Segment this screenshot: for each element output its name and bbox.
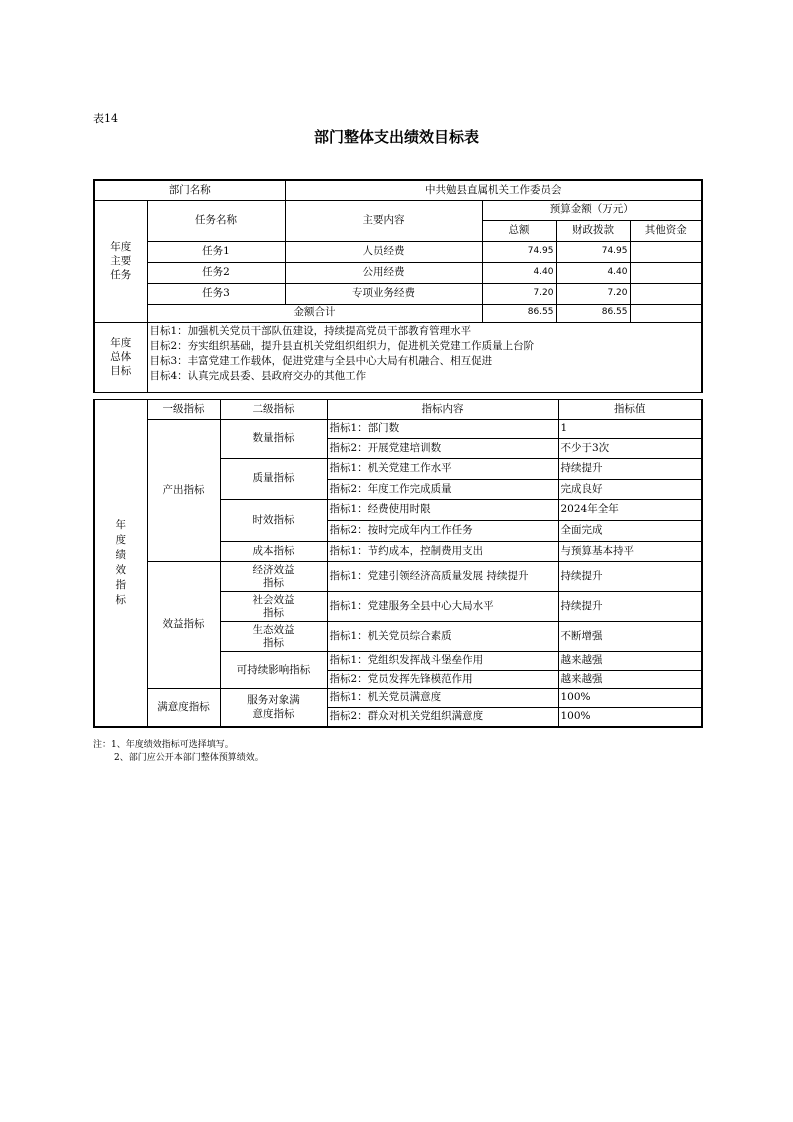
fiscal-header: 财政拨款 (556, 220, 630, 241)
indicator-value: 2024年全年 (558, 500, 702, 521)
sustainable-impact-label: 可持续影响指标 (220, 652, 327, 689)
sum-other (630, 304, 702, 322)
task-name: 任务2 (147, 262, 285, 283)
timeliness-indicators-label: 时效指标 (220, 500, 327, 542)
total-header: 总额 (482, 220, 556, 241)
task-total: 7.20 (482, 283, 556, 304)
task-other (630, 241, 702, 262)
indicator-value: 100% (558, 708, 702, 727)
indicator-value: 不少于3次 (558, 439, 702, 459)
indicator-value: 全面完成 (558, 521, 702, 542)
dept-name-label: 部门名称 (94, 180, 285, 200)
indicator-value: 1 (558, 420, 702, 439)
indicator-value: 持续提升 (558, 592, 702, 622)
budget-header: 预算金额（万元） (482, 200, 702, 220)
task-name-header: 任务名称 (147, 200, 285, 241)
main-content-header: 主要内容 (285, 200, 482, 241)
performance-indicator-table (93, 399, 703, 728)
task-content: 公用经费 (285, 262, 482, 283)
task-fiscal: 4.40 (556, 262, 630, 283)
indicator-content: 指标1：节约成本，控制费用支出 (327, 542, 558, 562)
indicator-content: 指标2：群众对机关党组织满意度 (327, 708, 558, 727)
indicator-content: 指标1：部门数 (327, 420, 558, 439)
indicator-content: 指标1：党组织发挥战斗堡垒作用 (327, 652, 558, 671)
level1-header: 一级指标 (147, 400, 220, 420)
output-indicators-label: 产出指标 (147, 420, 220, 562)
footnote-line: 2、部门应公开本部门整体预算绩效。 (114, 753, 264, 763)
economic-benefit-label: 经济效益指标 (220, 562, 327, 592)
sum-fiscal: 86.55 (556, 304, 630, 322)
goal-line: 目标1：加强机关党员干部队伍建设，持续提高党员干部教育管理水平 (149, 324, 472, 337)
page-title: 部门整体支出绩效目标表 (313, 128, 479, 146)
value-header: 指标值 (558, 400, 702, 420)
table-row (94, 283, 702, 304)
overall-goals-label: 年度总体目标 (94, 322, 147, 392)
sum-total: 86.55 (482, 304, 556, 322)
indicator-content: 指标2：年度工作完成质量 (327, 480, 558, 500)
indicator-content: 指标1：经费使用时限 (327, 500, 558, 521)
task-total: 4.40 (482, 262, 556, 283)
task-total: 74.95 (482, 241, 556, 262)
sum-label: 金额合计 (147, 304, 482, 322)
other-funds-header: 其他资金 (630, 220, 702, 241)
indicator-value: 越来越强 (558, 671, 702, 689)
indicator-content: 指标1：机关党员满意度 (327, 689, 558, 708)
indicator-value: 完成良好 (558, 480, 702, 500)
indicator-content: 指标1：党建引领经济高质量发展 持续提升 (327, 562, 558, 592)
budget-task-table (93, 179, 703, 393)
quantity-indicators-label: 数量指标 (220, 420, 327, 459)
ecological-benefit-label: 生态效益指标 (220, 622, 327, 652)
task-other (630, 262, 702, 283)
task-name: 任务3 (147, 283, 285, 304)
overall-goals-text (147, 322, 702, 392)
goal-line: 目标2：夯实组织基础，提升县直机关党组织组织力，促进机关党建工作质量上台阶 (149, 339, 535, 352)
indicators-label: 年度绩效指标 (94, 400, 147, 727)
sum-row (94, 304, 702, 322)
table-row (94, 241, 702, 262)
level2-header: 二级指标 (220, 400, 327, 420)
indicator-value: 不断增强 (558, 622, 702, 652)
task-name: 任务1 (147, 241, 285, 262)
indicator-value: 持续提升 (558, 459, 702, 480)
dept-name-value: 中共勉县直属机关工作委员会 (285, 180, 702, 200)
indicator-content: 指标2：按时完成年内工作任务 (327, 521, 558, 542)
table-row (94, 262, 702, 283)
indicator-content: 指标1：机关党建工作水平 (327, 459, 558, 480)
cost-indicators-label: 成本指标 (220, 542, 327, 562)
task-content: 人员经费 (285, 241, 482, 262)
goal-line: 目标3：丰富党建工作载体，促进党建与全县中心大局有机融合、相互促进 (149, 354, 493, 367)
indicator-value: 越来越强 (558, 652, 702, 671)
indicator-content: 指标2：党员发挥先锋模范作用 (327, 671, 558, 689)
task-other (630, 283, 702, 304)
table-number: 表14 (93, 112, 118, 125)
quality-indicators-label: 质量指标 (220, 459, 327, 500)
content-header: 指标内容 (327, 400, 558, 420)
indicator-content: 指标2：开展党建培训数 (327, 439, 558, 459)
footnote-line: 注：1、年度绩效指标可选择填写。 (93, 740, 234, 750)
task-fiscal: 7.20 (556, 283, 630, 304)
indicator-content: 指标1：党建服务全县中心大局水平 (327, 592, 558, 622)
benefit-indicators-label: 效益指标 (147, 562, 220, 689)
indicator-value: 100% (558, 689, 702, 708)
indicator-content: 指标1：机关党员综合素质 (327, 622, 558, 652)
satisfaction-indicators-label: 满意度指标 (147, 689, 220, 727)
footnotes (93, 739, 264, 765)
task-content: 专项业务经费 (285, 283, 482, 304)
task-fiscal: 74.95 (556, 241, 630, 262)
indicator-value: 与预算基本持平 (558, 542, 702, 562)
annual-tasks-label: 年度主要任务 (94, 200, 147, 322)
goal-line: 目标4：认真完成县委、县政府交办的其他工作 (149, 369, 367, 382)
indicator-value: 持续提升 (558, 562, 702, 592)
service-satisfaction-label: 服务对象满意度指标 (220, 689, 327, 727)
social-benefit-label: 社会效益指标 (220, 592, 327, 622)
